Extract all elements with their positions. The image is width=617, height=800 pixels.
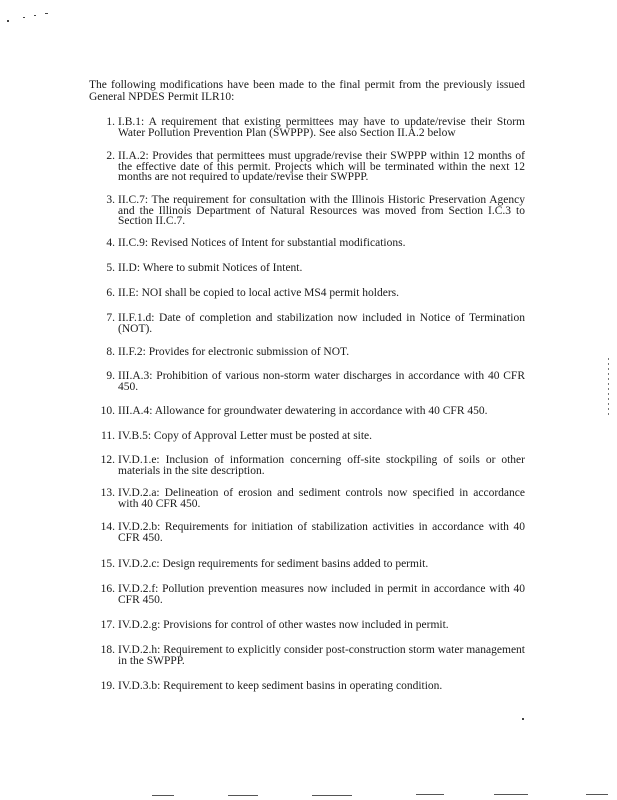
item-text: IV.D.2.c: Design requirements for sediment basins added to permit.: [118, 558, 429, 570]
list-item: [89, 681, 525, 692]
list-item: [89, 195, 525, 227]
item-text: I.B.1: A requirement that existing permittees may have to update/revise their Storm Water Pollution Prevention Plan (SWPPP). See also Section II.A.2 below: [118, 116, 525, 139]
item-number: 4.: [106, 237, 115, 249]
list-item: [89, 371, 525, 392]
scan-edge-mark: [586, 794, 608, 795]
item-number: 10.: [100, 405, 115, 417]
list-item: [89, 151, 525, 183]
list-item: [89, 455, 525, 476]
item-text: IV.D.2.h: Requirement to explicitly consider post-construction storm water management in the SWPPP.: [118, 644, 525, 667]
item-number: 17.: [100, 619, 115, 631]
scan-edge-mark: [416, 794, 444, 795]
scan-edge-mark: [152, 795, 174, 796]
item-number: 12.: [100, 454, 115, 466]
list-item: [89, 313, 525, 334]
item-text: IV.D.1.e: Inclusion of information concerning off-site stockpiling of soils or other materials in the site description.: [118, 454, 525, 477]
list-item: [89, 347, 525, 358]
item-text: II.A.2: Provides that permittees must upgrade/revise their SWPPP within 12 months of the effective date of this permit. Projects which will be terminated within the next 12 months are not required to update/revise their SWPPP.: [118, 150, 525, 183]
item-number: 6.: [106, 287, 115, 299]
list-item: [89, 559, 525, 570]
item-text: IV.D.3.b: Requirement to keep sediment basins in operating condition.: [118, 680, 443, 692]
item-text: IV.D.2.g: Provisions for control of other wastes now included in permit.: [118, 619, 449, 631]
list-item: [89, 584, 525, 605]
item-text: IV.D.2.a: Delineation of erosion and sediment controls now specified in accordance with 40 CFR 450.: [118, 487, 525, 510]
item-number: 9.: [106, 370, 115, 382]
list-item: [89, 288, 525, 299]
item-text: II.F.1.d: Date of completion and stabilization now included in Notice of Termination (NOT).: [118, 312, 525, 335]
item-text: III.A.4: Allowance for groundwater dewatering in accordance with 40 CFR 450.: [118, 405, 488, 417]
item-text: II.C.9: Revised Notices of Intent for substantial modifications.: [118, 237, 406, 249]
item-number: 13.: [100, 487, 115, 499]
list-item: [89, 238, 525, 249]
item-text: IV.D.2.f: Pollution prevention measures now included in permit in accordance with 40 CFR 450.: [118, 583, 525, 606]
item-number: 7.: [106, 312, 115, 324]
scan-speck: [522, 718, 524, 720]
item-text: II.C.7: The requirement for consultation with the Illinois Historic Preservation Agency and the Illinois Department of Natural Resources was moved from Section I.C.3 to Section II.C.7.: [118, 194, 525, 227]
list-item: [89, 620, 525, 631]
list-item: [89, 117, 525, 138]
item-number: 8.: [106, 346, 115, 358]
item-text: III.A.3: Prohibition of various non-storm water discharges in accordance with 40 CFR 450.: [118, 370, 525, 393]
item-text: II.F.2: Provides for electronic submission of NOT.: [118, 346, 350, 358]
item-number: 3.: [106, 194, 115, 206]
list-item: [89, 431, 525, 442]
item-text: IV.D.2.b: Requirements for initiation of stabilization activities in accordance with 40 CFR 450.: [118, 521, 525, 544]
scan-edge-mark: [494, 794, 528, 795]
scan-edge-mark: [312, 795, 352, 796]
item-text: IV.B.5: Copy of Approval Letter must be posted at site.: [118, 430, 373, 442]
item-number: 1.: [106, 116, 115, 128]
item-number: 19.: [100, 680, 115, 692]
item-text: II.D: Where to submit Notices of Intent.: [118, 262, 303, 274]
item-number: 11.: [101, 430, 115, 442]
item-number: 2.: [106, 150, 115, 162]
item-number: 18.: [100, 644, 115, 656]
item-number: 14.: [100, 521, 115, 533]
list-item: [89, 645, 525, 666]
item-number: 5.: [106, 262, 115, 274]
scan-speck: [7, 20, 9, 22]
item-number: 16.: [100, 583, 115, 595]
list-item: [89, 263, 525, 274]
item-text: II.E: NOI shall be copied to local active MS4 permit holders.: [118, 287, 400, 299]
scan-edge-mark: [228, 795, 258, 796]
scan-speck: [45, 13, 48, 14]
list-item: [89, 522, 525, 543]
scan-speck: [34, 15, 36, 16]
scan-speck: [23, 17, 25, 18]
item-number: 15.: [100, 558, 115, 570]
intro-paragraph: The following modifications have been made to the final permit from the previously issued General NPDES Permit ILR10:: [89, 79, 525, 103]
scan-speck: [608, 358, 609, 418]
list-item: [89, 488, 525, 509]
list-item: [89, 406, 525, 417]
